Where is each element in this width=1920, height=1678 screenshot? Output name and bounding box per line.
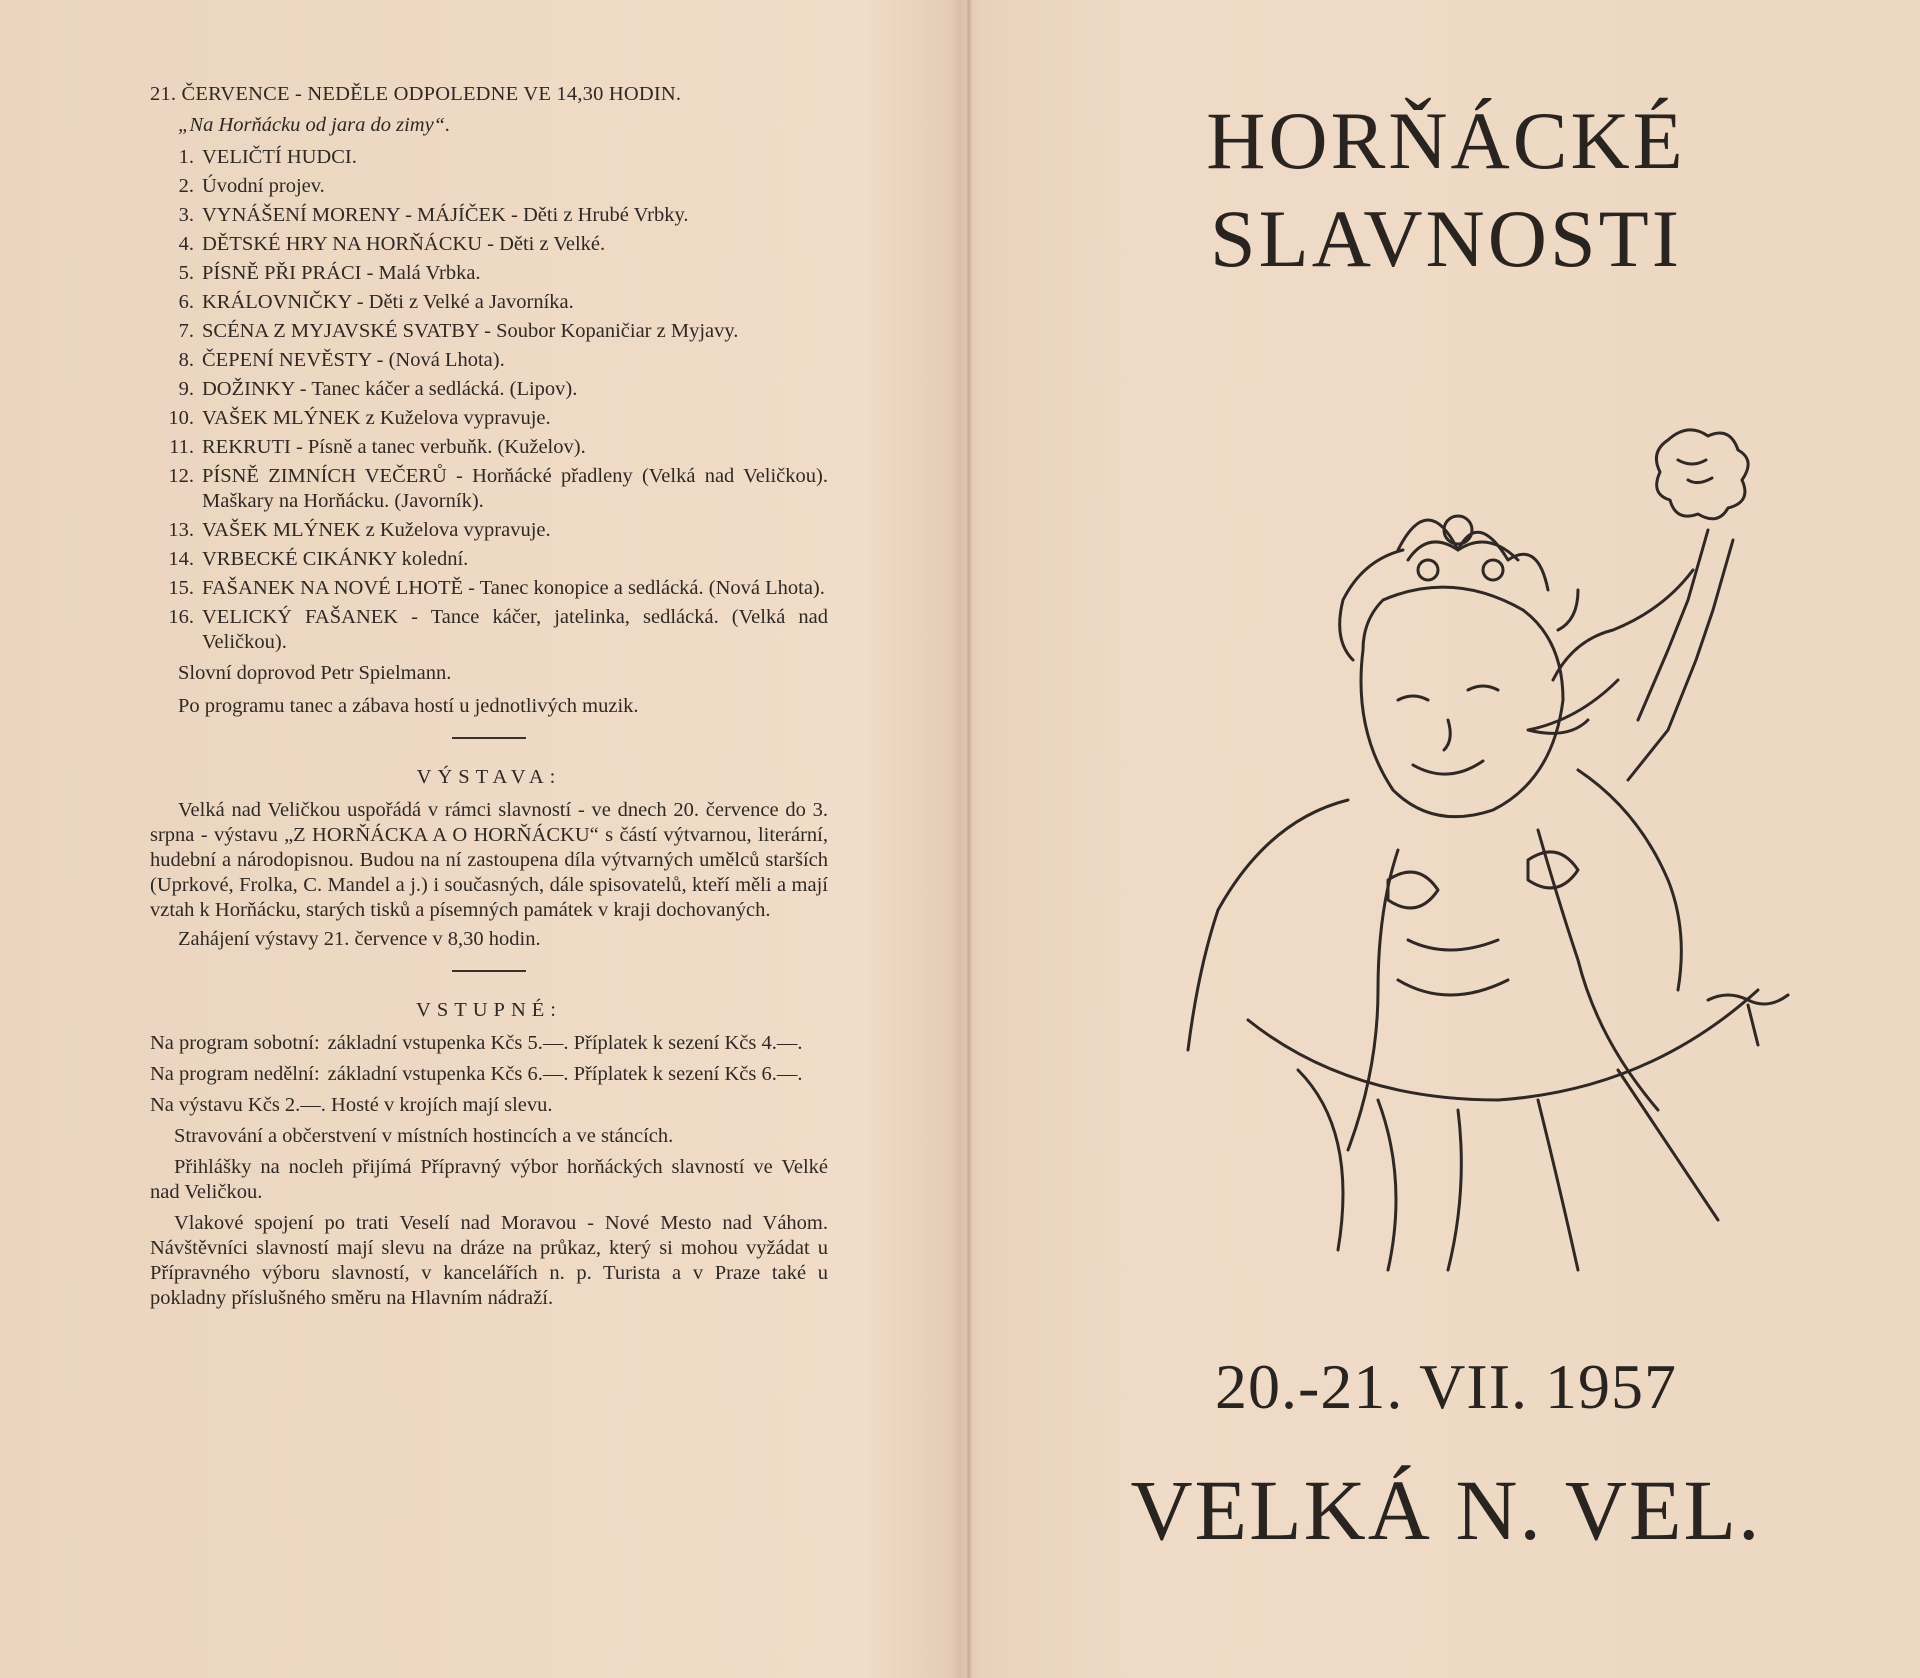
title-line-2: SLAVNOSTI (1210, 193, 1682, 284)
program-item (150, 290, 828, 315)
fee-label: Na program sobotní: (150, 1032, 320, 1054)
exhibition-text: Velká nad Veličkou uspořádá v rámci slavností - ve dnech 20. července do 3. srpna - výstavu „Z HORŇÁCKA A O HORŇÁCKU“ s částí výtvarnou, literární, hudební a národopisnou. Budou na ní zastoupena díla výtvarných umělců starších (Uprkové, Frolka, C. Mandel a j.) i současných, dále spisovatelů, kteří měli a mají vztah k Horňácku, starých tisků a písemných památek v kraji dochovaných. (150, 799, 828, 921)
fee-text: základní vstupenka Kčs 5.—. Příplatek k sezení Kčs 4.—. (327, 1032, 803, 1054)
title-line-1: HORŇÁCKÉ (1206, 95, 1686, 186)
left-page (150, 82, 828, 1317)
program-item (150, 203, 828, 228)
exhibition-title: VÝSTAVA: (416, 766, 562, 788)
program-item-text: VELICKÝ FAŠANEK - Tance káčer, jatelinka, sedlácká. (Velká nad Veličkou). (202, 606, 828, 653)
main-title (972, 92, 1920, 288)
program-item-text: PÍSNĚ ZIMNÍCH VEČERŮ - Horňácké přadleny (Velká nad Veličkou). Maškary na Horňácku. (Javorník). (202, 465, 828, 512)
food-text: Stravování a občerstvení v místních hostincích a ve stáncích. (174, 1125, 674, 1147)
program-item-text: Úvodní projev. (202, 175, 325, 197)
fee-row (150, 1062, 828, 1087)
program-item-text: DĚTSKÉ HRY NA HORŇÁCKU - Děti z Velké. (202, 233, 606, 255)
program-item-text: SCÉNA Z MYJAVSKÉ SVATBY - Soubor Kopaničiar z Myjavy. (202, 320, 739, 342)
program-item-text: KRÁLOVNIČKY - Děti z Velké a Javorníka. (202, 291, 574, 313)
program-item (150, 464, 828, 514)
program-item-number: 3. (178, 204, 194, 226)
program-item-number: 1. (178, 146, 194, 168)
program-item-text: VRBECKÉ CIKÁNKY kolední. (202, 548, 469, 570)
program-item-number: 11. (169, 436, 194, 458)
section-divider (452, 970, 526, 972)
train-text: Vlakové spojení po trati Veselí nad Moravou - Nové Mesto nad Váhom. Návštěvníci slavností mají slevu na dráze na průkaz, který si mohou vyžádat u Přípravného výboru slavností, v kancelářích n. p. Turista a v Praze také u pokladny příslušného směru na Hlavním nádraží. (150, 1212, 828, 1309)
exhibition-fee: Na výstavu Kčs 2.—. Hosté v krojích mají slevu. (150, 1094, 553, 1116)
program-item-number: 15. (168, 577, 194, 599)
program-item-text: FAŠANEK NA NOVÉ LHOTĚ - Tanec konopice a sedlácká. (Nová Lhota). (202, 577, 825, 599)
program-item-text: VELIČTÍ HUDCI. (202, 146, 357, 168)
program-item (150, 145, 828, 170)
program-item-number: 14. (168, 548, 194, 570)
program-item-text: VYNÁŠENÍ MORENY - MÁJÍČEK - Děti z Hrubé Vrbky. (202, 204, 689, 226)
program-item-number: 8. (178, 349, 194, 371)
folk-dancer-illustration-icon (1148, 420, 1808, 1280)
program-subtitle: „Na Horňácku od jara do zimy“. (178, 114, 451, 136)
program-item (150, 348, 828, 373)
lodging-text: Přihlášky na nocleh přijímá Přípravný výbor horňáckých slavností ve Velké nad Veličkou. (150, 1156, 828, 1203)
narration-text: Slovní doprovod Petr Spielmann. (178, 662, 452, 684)
program-item-number: 12. (168, 465, 194, 487)
program-item-number: 13. (168, 519, 194, 541)
fee-text: základní vstupenka Kčs 6.—. Příplatek k sezení Kčs 6.—. (327, 1063, 803, 1085)
program-item (150, 605, 828, 655)
program-item-number: 5. (178, 262, 194, 284)
program-item-number: 9. (178, 378, 194, 400)
exhibition-opening: Zahájení výstavy 21. července v 8,30 hodin. (178, 928, 541, 950)
program-item (150, 261, 828, 286)
program-item (150, 319, 828, 344)
program-item (150, 576, 828, 601)
program-item-text: VAŠEK MLÝNEK z Kuželova vypravuje. (202, 519, 551, 541)
fees-title: VSTUPNÉ: (416, 999, 562, 1021)
section-divider (452, 737, 526, 739)
program-item-text: DOŽINKY - Tanec káčer a sedlácká. (Lipov). (202, 378, 578, 400)
program-item (150, 377, 828, 402)
program-item-number: 10. (168, 407, 194, 429)
after-program-text: Po programu tanec a zábava hostí u jednotlivých muzik. (178, 695, 639, 717)
program-item-number: 4. (178, 233, 194, 255)
right-page (972, 0, 1920, 1678)
program-item (150, 518, 828, 543)
program-item-number: 16. (168, 606, 194, 628)
fee-label: Na program nedělní: (150, 1063, 320, 1085)
program-heading: 21. ČERVENCE - NEDĚLE ODPOLEDNE VE 14,30 HODIN. (150, 83, 682, 105)
program-item-number: 6. (178, 291, 194, 313)
program-item-text: ČEPENÍ NEVĚSTY - (Nová Lhota). (202, 349, 505, 371)
program-item (150, 406, 828, 431)
fee-row (150, 1031, 828, 1056)
program-item (150, 174, 828, 199)
program-item (150, 547, 828, 572)
program-item-text: REKRUTI - Písně a tanec verbuňk. (Kuželov). (202, 436, 586, 458)
event-date: 20.-21. VII. 1957 (1215, 1351, 1677, 1422)
event-place: VELKÁ N. VEL. (1130, 1462, 1762, 1558)
fees-list (150, 1031, 828, 1087)
program-list (150, 145, 828, 655)
program-item-number: 7. (178, 320, 194, 342)
program-item-number: 2. (178, 175, 194, 197)
program-item (150, 232, 828, 257)
program-item (150, 435, 828, 460)
program-item-text: VAŠEK MLÝNEK z Kuželova vypravuje. (202, 407, 551, 429)
program-item-text: PÍSNĚ PŘI PRÁCI - Malá Vrbka. (202, 262, 481, 284)
